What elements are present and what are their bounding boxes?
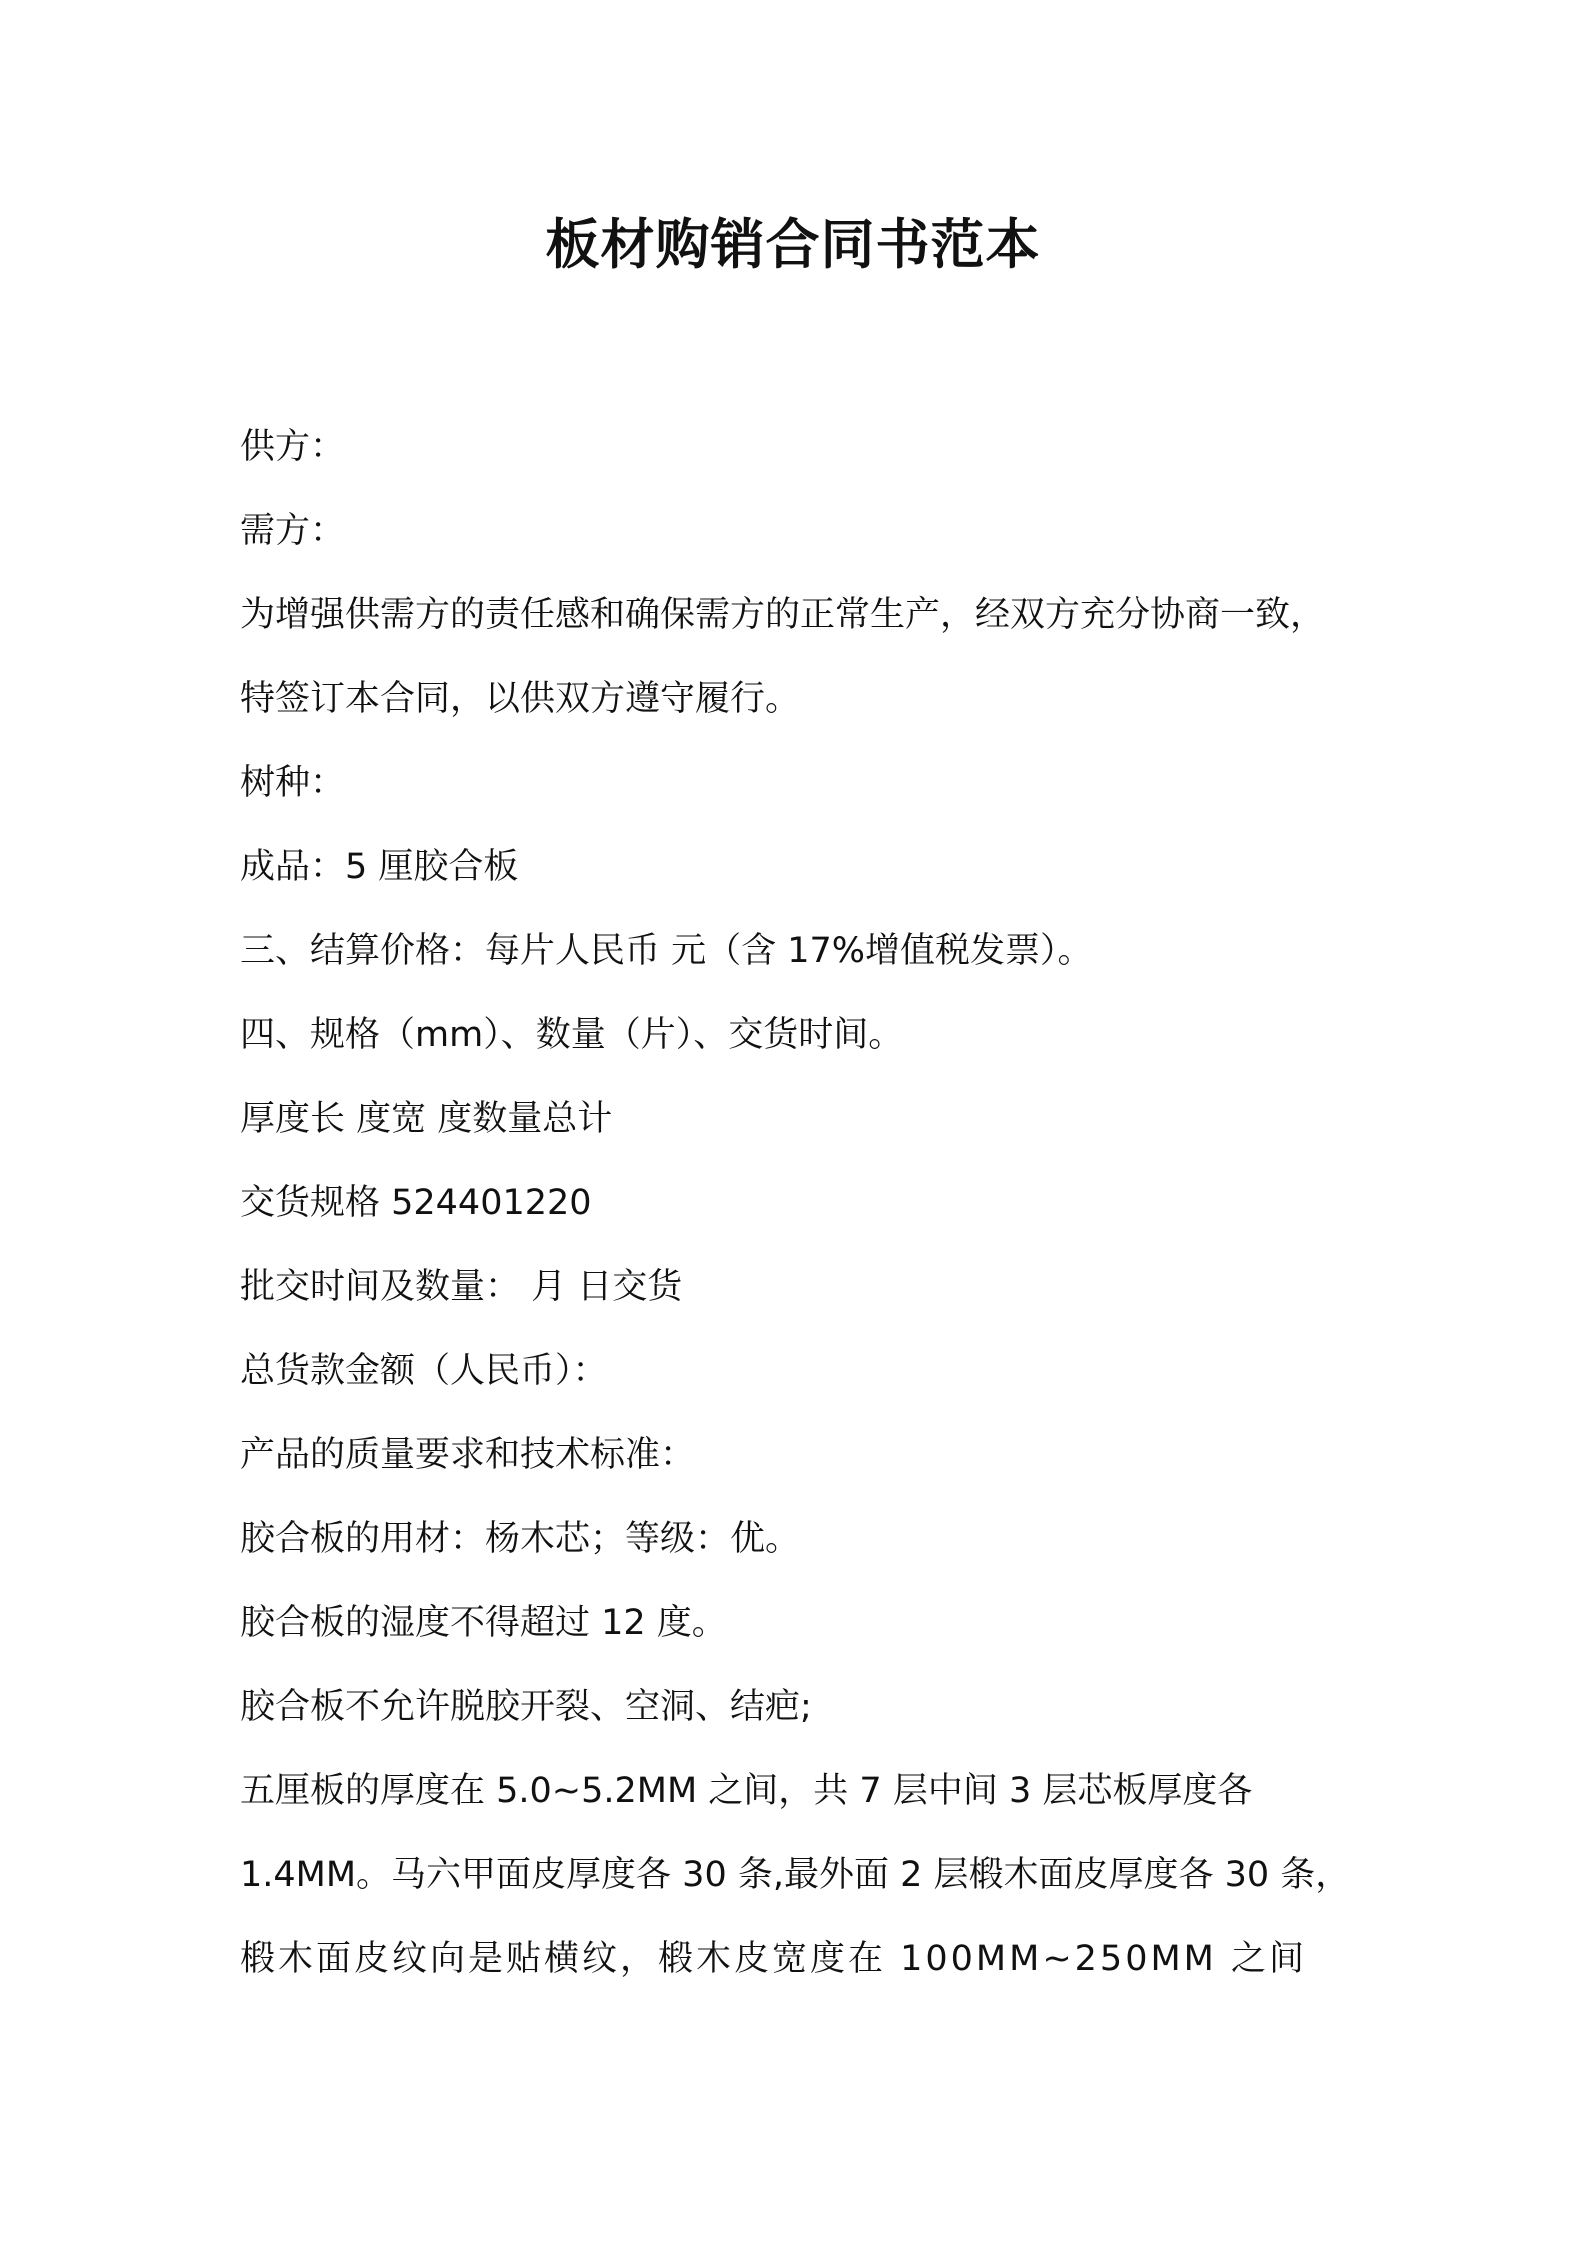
- veneer-grain-line: 椴木面皮纹向是贴横纹，椴木皮宽度在 100MM~250MM 之间: [240, 1939, 1307, 1979]
- spec-heading-line: 四、规格（mm）、数量（片）、交货时间。: [240, 1015, 904, 1055]
- document-title: 板材购销合同书范本: [545, 213, 1041, 276]
- supplier-line: 供方：: [240, 427, 346, 467]
- total-amount-line: 总货款金额（人民币）：: [240, 1351, 608, 1391]
- humidity-line: 胶合板的湿度不得超过 12 度。: [240, 1603, 727, 1643]
- material-line: 胶合板的用材：杨木芯；等级：优。: [240, 1519, 801, 1559]
- spec-columns-line: 厚度长 度宽 度数量总计: [240, 1099, 613, 1139]
- delivery-spec-line: 交货规格 524401220: [240, 1183, 592, 1223]
- price-line: 三、结算价格：每片人民币 元（含 17%增值税发票）。: [240, 931, 1093, 971]
- delivery-time-line: 批交时间及数量： 月 日交货: [240, 1267, 683, 1307]
- purpose-line-2: 特签订本合同，以供双方遵守履行。: [240, 679, 801, 719]
- thickness-line-2: 1.4MM。马六甲面皮厚度各 30 条,最外面 2 层椴木面皮厚度各 30 条，: [240, 1855, 1351, 1895]
- purpose-line-1: 为增强供需方的责任感和确保需方的正常生产，经双方充分协商一致，: [240, 595, 1326, 635]
- buyer-line: 需方：: [240, 511, 346, 551]
- defects-line: 胶合板不允许脱胶开裂、空洞、结疤;: [240, 1687, 812, 1727]
- product-line: 成品：5 厘胶合板: [240, 847, 519, 887]
- thickness-line-1: 五厘板的厚度在 5.0~5.2MM 之间，共 7 层中间 3 层芯板厚度各: [240, 1771, 1253, 1811]
- quality-heading-line: 产品的质量要求和技术标准：: [240, 1435, 696, 1475]
- tree-species-line: 树种：: [240, 763, 346, 803]
- document-body: [240, 405, 1370, 2001]
